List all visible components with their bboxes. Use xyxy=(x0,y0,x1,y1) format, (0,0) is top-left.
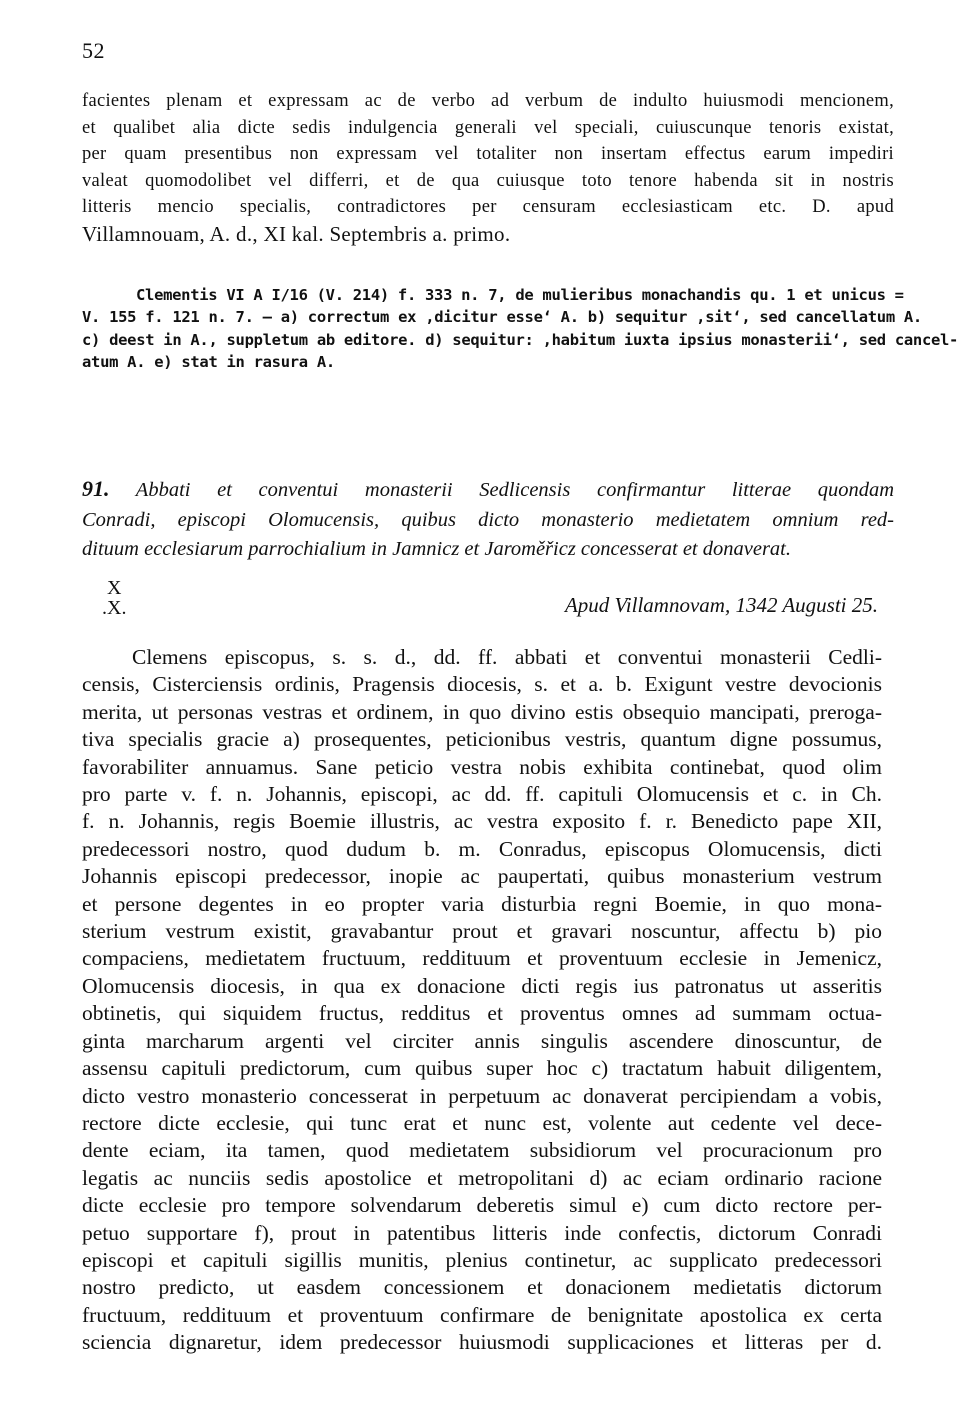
body-line: ginta marcharum argenti vel circiter annis singulis ascendere dinoscuntur, de xyxy=(82,1028,882,1053)
heading-text: Abbati et conventui monasterii Sedlicensis confirmantur litterae quondam xyxy=(135,479,895,501)
body-line: compaciens, medietatem fructuum, reddituum et proventuum ecclesie in Jemenicz, xyxy=(82,946,882,971)
note-line: Clementis VI A I/16 (V. 214) f. 333 n. 7, de mulieribus monachandis qu. 1 et unicus = xyxy=(136,286,904,304)
body-line: fructuum, reddituum et proventuum confirmare de benignitate apostolica ex certa xyxy=(82,1302,882,1327)
mark-top: X xyxy=(107,577,122,599)
body-line: et persone degentes in eo propter varia disturbia regni Boemie, in quo mona- xyxy=(82,891,882,916)
document-number: 91. xyxy=(82,476,110,501)
document-heading xyxy=(82,474,894,565)
body-line: legatis ac nunciis sedis apostolice et metropolitani d) ac eciam ordinario racione xyxy=(82,1165,882,1190)
body-line: favorabiliter annuamus. Sane peticio vestra nobis exhibita continebat, quod olim xyxy=(82,754,882,779)
body-line: tiva specialis gracie a) prosequentes, peticionibus vestris, quantum digne possumus, xyxy=(82,727,882,752)
page-number: 52 xyxy=(82,38,105,63)
note-line: c) deest in A., suppletum ab editore. d) sequitur: ‚habitum iuxta ipsius monasterii‘, sed cancel- xyxy=(82,330,959,349)
text-line: per quam presentibus non expressam vel totaliter non insertam effectus earum impediri xyxy=(82,144,894,165)
body-line: predecessori nostro, quod dudum b. m. Conradus, episcopus Olomucensis, dicti xyxy=(82,836,882,861)
text-line: Villamnouam, A. d., XI kal. Septembris a. primo. xyxy=(82,221,511,246)
place-date: Apud Villamnovam, 1342 Augusti 25. xyxy=(564,593,878,617)
registry-mark xyxy=(102,578,126,618)
body-line: dicte ecclesie pro tempore solvendarum deberetis simul e) cum dicto rectore per- xyxy=(82,1193,882,1218)
body-line: dente eciam, ita tamen, quod medietatem subsidiorum vel procuracionum pro xyxy=(82,1138,882,1163)
text-line: valeat quomodolibet vel differri, et de qua cuiusque toto tenore habenda sit in nostris xyxy=(82,170,894,191)
heading-line: dituum ecclesiarum parrochialium in Jamnicz et Jaroměřicz concesserat et donaverat. xyxy=(82,538,792,560)
body-line: pro parte v. f. n. Johannis, episcopi, ac dd. ff. capituli Olomucensis et c. in Ch. xyxy=(82,782,882,807)
body-line: obtinetis, qui siquidem fructus, redditus et proventus omnes ad summam octua- xyxy=(82,1001,882,1026)
body-line: Clemens episcopus, s. s. d., dd. ff. abbati et conventui monasterii Cedli- xyxy=(132,645,882,669)
text-line: facientes plenam et expressam ac de verbo ad verbum de indulto huiusmodi mencionem, xyxy=(82,91,894,111)
body-line: rectore dicte ecclesie, qui tunc erat et nunc est, volente aut cedente vel dece- xyxy=(82,1110,882,1135)
body-line: sterium vestrum existit, gravabantur prout et gravari noscuntur, affectu b) pio xyxy=(82,919,882,944)
previous-document-tail xyxy=(82,88,894,248)
body-line: petuo supportare f), prout in patentibus litteris inde confectis, dictorum Conradi xyxy=(82,1220,882,1245)
mark-bottom: .X. xyxy=(102,597,127,619)
body-line: f. n. Johannis, regis Boemie illustris, ac vestra exposito f. r. Benedicto pape XII, xyxy=(82,809,882,834)
body-line: censis, Cisterciensis ordinis, Pragensis diocesis, s. et a. b. Exigunt vestre devocionis xyxy=(82,672,882,697)
body-line: episcopi et capituli sigillis munitis, plenius continetur, ac supplicato predecessori xyxy=(82,1247,882,1272)
body-line: assensu capituli predictorum, cum quibus super hoc c) tractatum habuit diligentem, xyxy=(82,1056,882,1081)
heading-line xyxy=(82,474,894,506)
heading-line: Conradi, episcopi Olomucensis, quibus dicto monasterio medietatem omnium red- xyxy=(82,508,894,531)
body-line: nostro predicto, ut easdem concessionem et donacionem medietatis dictorum xyxy=(82,1275,882,1300)
body-line: dicto vestro monasterio concesserat in perpetuum ac donaverat percipiendam a vobis, xyxy=(82,1083,882,1108)
document-body xyxy=(82,644,882,1357)
body-line: sciencia dignaretur, idem predecessor huiusmodi supplicaciones et litteras per d. xyxy=(82,1330,882,1355)
body-line: merita, ut personas vestras et ordinem, in quo divino estis obsequio mancipati, preroga- xyxy=(82,699,882,724)
body-line: Johannis episcopi predecessor, inopie ac paupertati, quibus monasterium vestrum xyxy=(82,864,882,889)
body-line: Olomucensis diocesis, in qua ex donacione dicti regis ius patronatus ut asseritis xyxy=(82,973,882,998)
text-line: litteris mencio specialis, contradictores per censuram ecclesiasticam etc. D. apud xyxy=(82,197,894,218)
apparatus-notes xyxy=(82,284,959,374)
text-line: et qualibet alia dicte sedis indulgencia generali vel speciali, cuiuscunque tenoris existat, xyxy=(82,117,894,138)
note-line: atum A. e) stat in rasura A. xyxy=(82,353,335,372)
note-line: V. 155 f. 121 n. 7. — a) correctum ex ‚dicitur esse‘ A. b) sequitur ‚sit‘, sed cancellatum A. xyxy=(82,308,922,327)
